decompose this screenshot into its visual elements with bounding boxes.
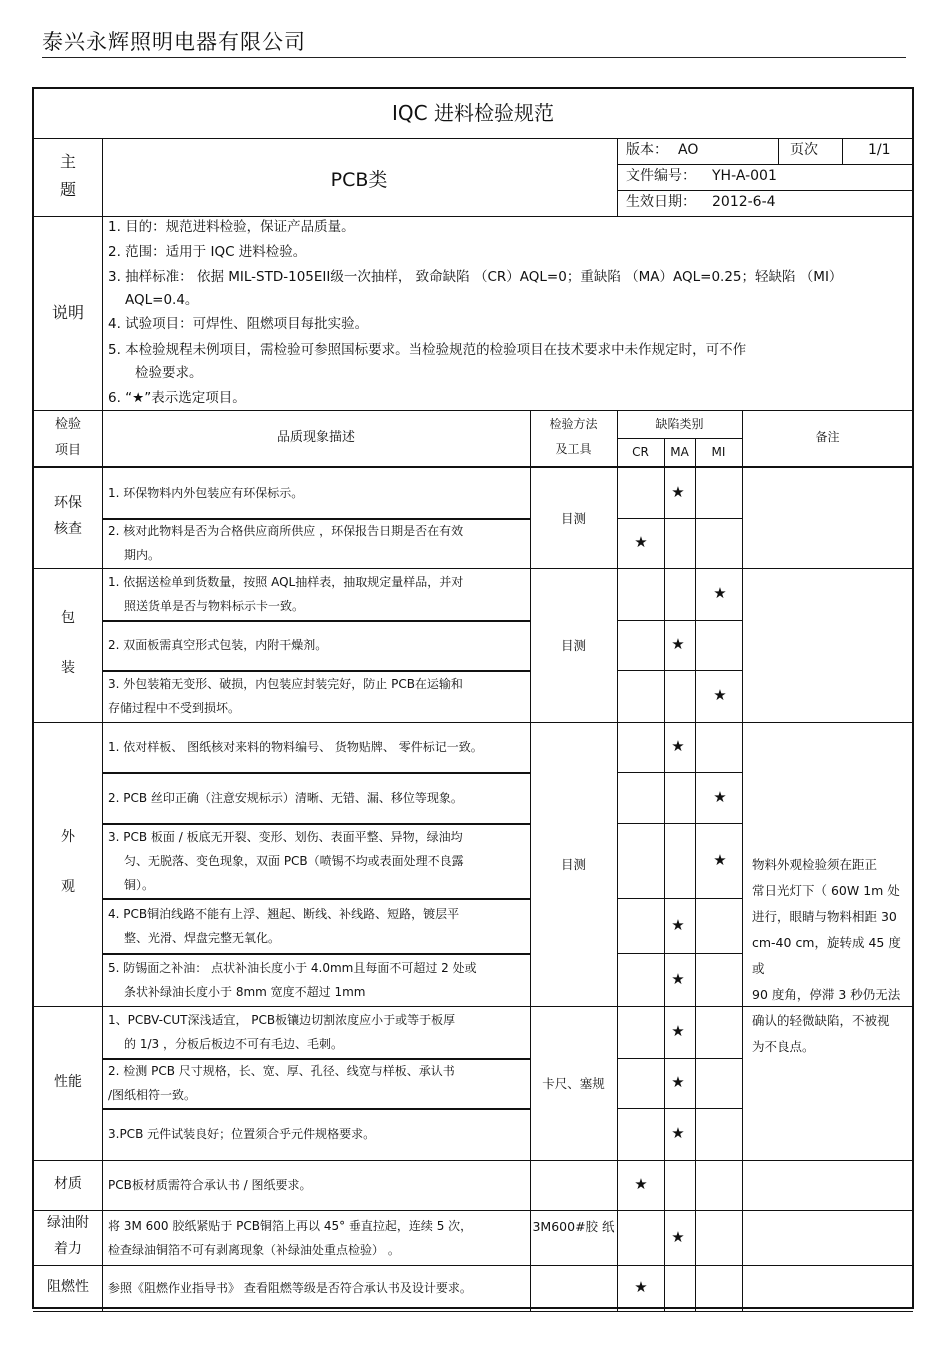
row-description: 铜）。 [124, 877, 155, 892]
method-tool: 目测 [560, 857, 586, 872]
row-divider [617, 1108, 742, 1109]
header-ma: MA [670, 445, 689, 459]
header-cr: CR [632, 445, 649, 459]
remark-note-line: 物料外观检验须在距正 [752, 857, 878, 872]
explain-line: 3. 抽样标准： 依据 MIL-STD-105EII级一次抽样， 致命缺陷 （CR）AQL=0；重缺陷 （MA）AQL=0.25；轻缺陷 （MI） [108, 269, 843, 285]
remark-note-line: 常日光灯下（ 60W 1m 处 [752, 883, 900, 898]
remark-note-line: 进行，眼睛与物料相距 30 [752, 909, 897, 924]
row-divider [102, 953, 530, 955]
subject-label-1: 主 [59, 152, 76, 171]
defect-star: ★ [671, 1124, 685, 1142]
row-divider [33, 1265, 913, 1266]
row-description: 1. 依对样板、 图纸核对来料的物料编号、 货物贴牌、 零件标记一致。 [108, 740, 483, 754]
group-label: 外 [61, 829, 75, 845]
defect-star: ★ [671, 969, 685, 988]
column-divider [617, 410, 618, 1311]
column-divider [742, 410, 743, 1311]
row-description: 4. PCB铜泊线路不能有上浮、翘起、断线、补线路、短路，镀层平 [108, 906, 460, 921]
effective-date-label: 生效日期： [626, 194, 696, 210]
header-remark: 备注 [815, 430, 840, 444]
row-description: 1、PCBV-CUT深浅适宜， PCB板镶边切割浓度应小于或等于板厚 [108, 1013, 456, 1027]
defect-star: ★ [671, 1227, 685, 1246]
row-description: 期内。 [124, 548, 161, 562]
method-tool: 卡尺、塞规 [542, 1076, 605, 1091]
subject-label-2: 题 [59, 180, 76, 199]
column-divider [530, 410, 531, 1311]
remark-note-line: cm-40 cm，旋转成 45 度或 [752, 935, 901, 976]
method-tool: 目测 [560, 638, 586, 653]
defect-star: ★ [713, 787, 727, 806]
defect-star: ★ [671, 1073, 685, 1091]
row-divider [617, 518, 742, 519]
remark-note-line: 为不良点。 [752, 1039, 815, 1054]
row-divider [102, 772, 530, 774]
version-label: 版本： [626, 142, 668, 158]
row-description: PCB板材质需符合承认书 / 图纸要求。 [108, 1178, 312, 1192]
company-name: 泰兴永辉照明电器有限公司 [42, 30, 306, 54]
row-divider [102, 1058, 530, 1060]
row-description: 2. 核对此物料是否为合格供应商所供应 ，环保报告日期是否在有效 [108, 524, 464, 538]
column-divider [102, 410, 103, 1311]
column-divider [695, 438, 696, 1311]
defect-star: ★ [634, 533, 648, 551]
row-divider [33, 1210, 913, 1211]
row-divider [102, 620, 530, 622]
row-divider [102, 823, 530, 825]
row-divider [33, 722, 913, 723]
row-divider [617, 823, 742, 824]
explain-line: 4. 试验项目：可焊性、阻燃项目每批实验。 [108, 316, 369, 332]
group-label: 装 [61, 660, 75, 676]
explain-line: 2. 范围：适用于 IQC 进料检验。 [108, 244, 307, 260]
row-description: 1. 依据送检单到货数量，按照 AQL抽样表，抽取规定量样品，并对 [108, 575, 464, 589]
version-value: AO [678, 142, 699, 158]
defect-star: ★ [713, 584, 727, 602]
row-divider [102, 1108, 530, 1110]
remark-note-line: 90 度角，停滞 3 秒仍无法 [752, 987, 901, 1002]
explain-label: 说明 [51, 303, 84, 322]
group-label: 阻燃性 [47, 1279, 89, 1295]
row-divider [617, 772, 742, 773]
doc-number-value: YH-A-001 [712, 168, 777, 184]
row-description: 整、光滑、焊盘完整无氧化。 [124, 930, 281, 945]
row-divider [617, 620, 742, 621]
row-description: 1. 环保物料内外包装应有环保标示。 [108, 485, 304, 500]
defect-star: ★ [671, 915, 685, 934]
page-label: 页次 [790, 142, 818, 158]
header-method-1: 检验方法 [549, 417, 598, 431]
explain-line: 5. 本检验规程未例项目，需检验可参照国标要求。当检验规范的检验项目在技术要求中未作规定时，可不作 [108, 342, 747, 358]
explain-line: 6. “★”表示选定项目。 [108, 390, 246, 406]
row-description: 检查绿油铜箔不可有剥离现象（补绿油处重点检验） 。 [108, 1242, 400, 1257]
remark-note [752, 852, 912, 1060]
page-value: 1/1 [868, 142, 891, 158]
row-description: 照送货单是否与物料标示卡一致。 [124, 599, 305, 613]
document-title: IQC 进料检验规范 [392, 101, 554, 125]
row-divider [102, 670, 530, 672]
row-divider [617, 1058, 742, 1059]
defect-star: ★ [634, 1175, 648, 1193]
header-item-2: 项目 [54, 443, 81, 458]
row-divider [33, 1311, 913, 1312]
defect-star: ★ [671, 635, 685, 653]
explain-line: 检验要求。 [135, 365, 203, 381]
row-divider [617, 670, 742, 671]
group-label: 核查 [54, 520, 82, 537]
remark-note-line: 确认的轻微缺陷，不被视 [752, 1013, 890, 1028]
group-label: 包 [61, 610, 75, 626]
row-divider [33, 568, 913, 569]
group-label: 绿油附 [47, 1214, 89, 1231]
header-item-1: 检验 [54, 417, 81, 432]
row-divider [102, 518, 530, 520]
row-description: 3.PCB 元件试装良好；位置须合乎元件规格要求。 [108, 1127, 376, 1141]
row-description: 2. 双面板需真空形式包装，内附干燥剂。 [108, 638, 328, 652]
row-description: /图纸相符一致。 [108, 1088, 197, 1102]
explain-line: AQL=0.4。 [125, 292, 199, 308]
row-description: 参照《阻燃作业指导书》 查看阻燃等级是否符合承认书及设计要求。 [108, 1281, 472, 1295]
doc-number-label: 文件编号： [626, 168, 696, 184]
method-tool: 3M600#胶 纸 [532, 1218, 615, 1234]
row-description: 2. PCB 丝印正确（注意安规标示）清晰、无错、漏、移位等现象。 [108, 790, 463, 805]
row-description: 存储过程中不受到损坏。 [108, 701, 241, 715]
defect-star: ★ [671, 482, 685, 501]
row-divider [33, 1160, 913, 1161]
row-description: 2. 检测 PCB 尺寸规格，长、宽、厚、孔径、线宽与样板、承认书 [108, 1064, 455, 1078]
column-divider [664, 438, 665, 1311]
header-defect: 缺陷类别 [655, 417, 704, 431]
group-label: 性能 [54, 1074, 82, 1090]
row-description: 条状补绿油长度小于 8mm 宽度不超过 1mm [124, 984, 366, 999]
effective-date-value: 2012-6-4 [712, 194, 776, 210]
row-description: 3. 外包装箱无变形、破损，内包装应封装完好，防止 PCB在运输和 [108, 677, 463, 691]
defect-star: ★ [713, 850, 727, 869]
row-divider [617, 898, 742, 899]
group-label: 观 [61, 879, 75, 895]
row-description: 匀、无脱落、变色现象，双面 PCB（喷锡不均或表面处理不良露 [124, 853, 464, 868]
defect-star: ★ [634, 1278, 648, 1296]
header-method-2: 及工具 [555, 442, 592, 456]
group-label: 着力 [54, 1240, 82, 1257]
header-description: 品质现象描述 [276, 430, 355, 445]
method-tool: 目测 [560, 510, 586, 526]
row-description: 5. 防锡面之补油： 点状补油长度小于 4.0mm且每面不可超过 2 处或 [108, 960, 477, 975]
explain-line: 1. 目的：规范进料检验，保证产品质量。 [108, 219, 355, 235]
header-rule [42, 57, 906, 58]
row-description: 3. PCB 板面 / 板底无开裂、变形、划伤、表面平整、异物，绿油均 [108, 829, 463, 844]
row-description: 将 3M 600 胶纸紧贴于 PCB铜箔上再以 45° 垂直拉起，连续 5 次， [108, 1218, 473, 1233]
row-divider [617, 953, 742, 954]
row-description: 的 1/3 ，分板后板边不可有毛边、毛刺。 [124, 1037, 343, 1051]
row-divider [102, 898, 530, 900]
subject-value: PCB类 [330, 169, 388, 191]
defect-star: ★ [713, 686, 727, 704]
group-label: 材质 [54, 1176, 82, 1192]
group-label: 环保 [54, 494, 82, 511]
defect-star: ★ [671, 737, 685, 755]
header-mi: MI [711, 445, 726, 459]
defect-star: ★ [671, 1022, 685, 1040]
